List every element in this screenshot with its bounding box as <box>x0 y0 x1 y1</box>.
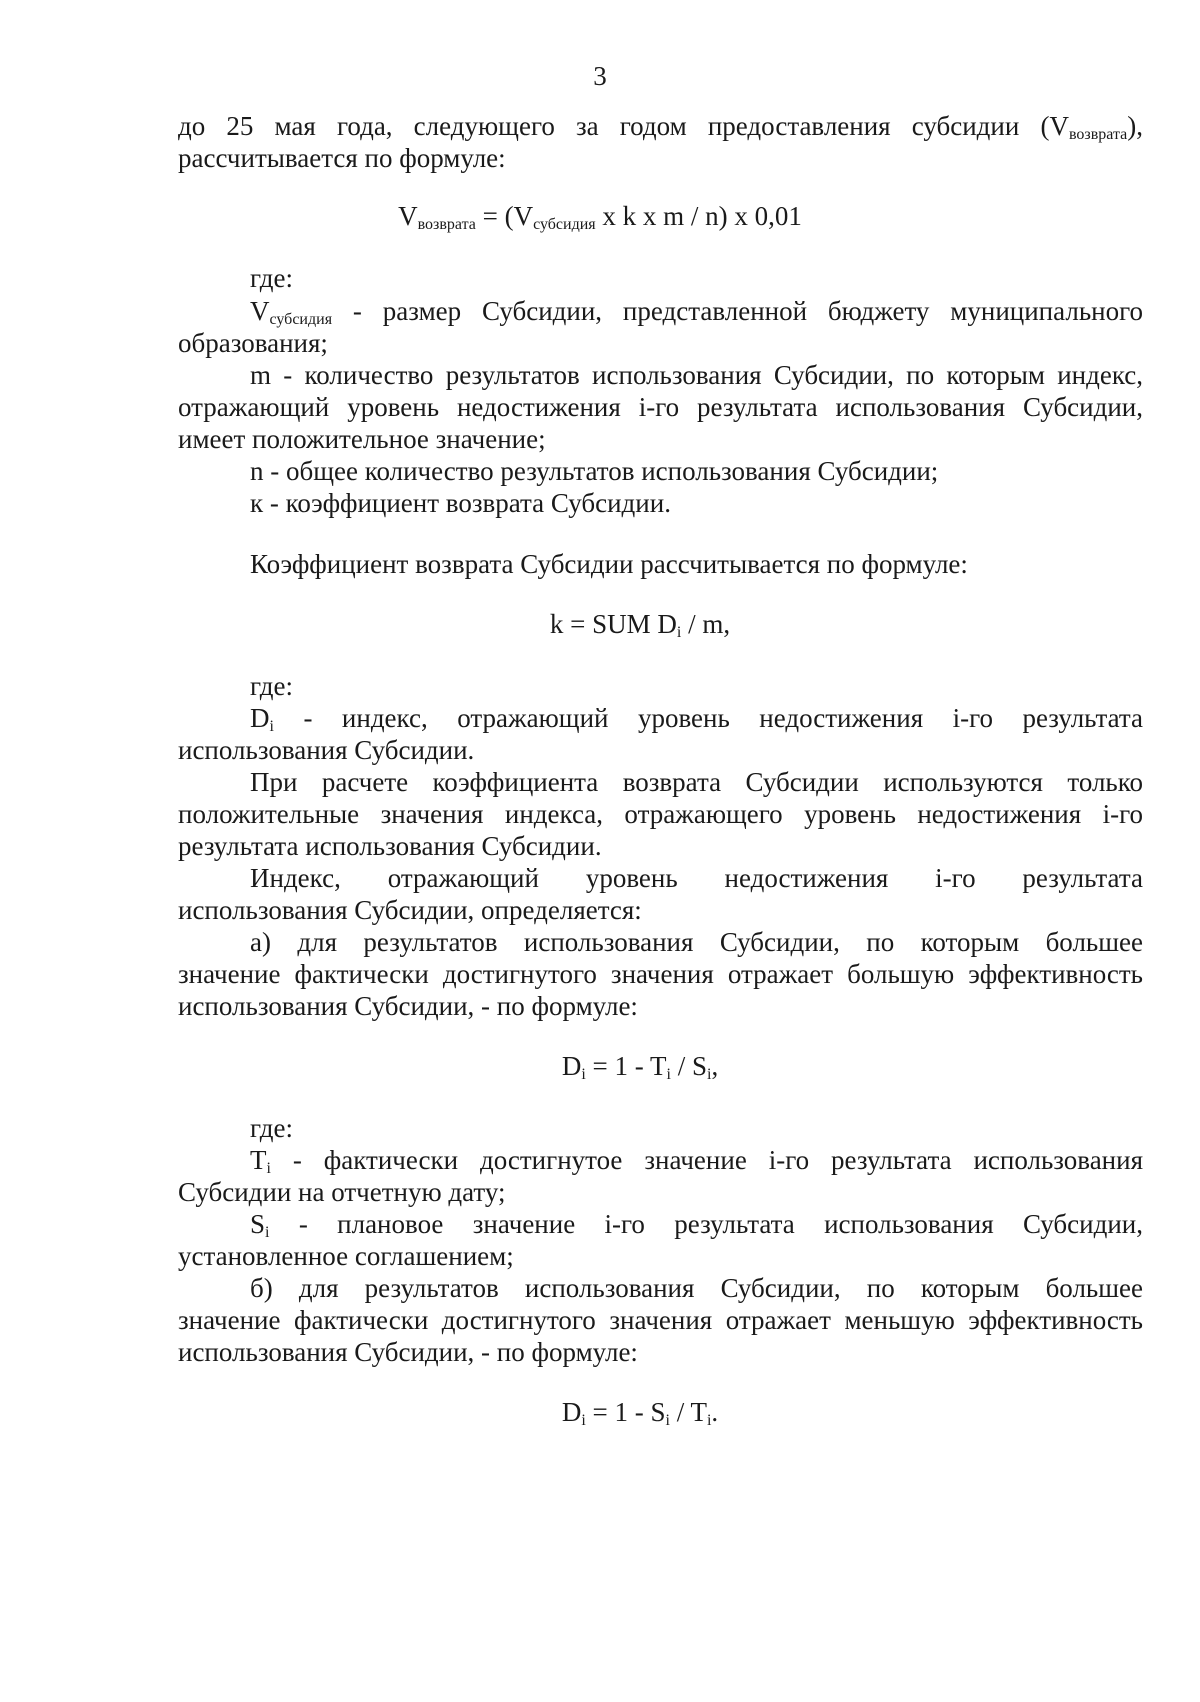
case-b-line-3: использования Субсидии, - по формуле: <box>178 1337 638 1367</box>
index-line-1: Индекс, отражающий уровень недостижения i-го результата <box>250 863 1143 893</box>
calc-line-1: При расчете коэффициента возврата Субсидии используются только <box>250 767 1143 797</box>
formula-k: k = SUM $D_i$ / m, <box>549 609 731 641</box>
case-b-line-2: значение фактически достигнутого значения отражает меньшую эффективность <box>178 1305 1143 1335</box>
formula-d-a: $D_i = 1 - T_i / S_i$, <box>561 1051 719 1083</box>
coef-intro: Коэффициент возврата Субсидии рассчитывается по формуле: <box>250 549 968 579</box>
def-t-cont: Субсидии на отчетную дату; <box>178 1177 506 1207</box>
calc-line-3: результата использования Субсидии. <box>178 831 602 861</box>
case-a-line-3: использования Субсидии, - по формуле: <box>178 991 638 1021</box>
def-d-cont: использования Субсидии. <box>178 735 475 765</box>
intro-line-1: до 25 мая года, следующего за годом предоставления субсидии $(V_{возврата})$, <box>178 111 1143 143</box>
where-label-3: где: <box>250 1113 293 1143</box>
intro-line-2: рассчитывается по формуле: <box>178 143 506 173</box>
def-k: к - коэффициент возврата Субсидии. <box>250 488 671 518</box>
def-n: n - общее количество результатов использования Субсидии; <box>250 456 939 486</box>
formula-v-return: $V_{возврата} = (V_{субсидия}$ x k x m / n) x 0,01 <box>398 201 802 233</box>
def-m-line-1: m - количество результатов использования Субсидии, по которым индекс, <box>250 360 1143 390</box>
index-line-2: использования Субсидии, определяется: <box>178 895 642 925</box>
def-s: $S_i$ - плановое значение i-го результата использования Субсидии, <box>250 1209 1143 1241</box>
def-d: $D_i$ - индекс, отражающий уровень недостижения i-го результата <box>250 703 1143 735</box>
where-label-1: где: <box>250 263 293 293</box>
def-s-cont: установленное соглашением; <box>178 1241 514 1271</box>
def-m-line-3: имеет положительное значение; <box>178 424 546 454</box>
def-t: $T_i$ - фактически достигнутое значение i-го результата использования <box>250 1145 1143 1177</box>
calc-line-2: положительные значения индекса, отражающего уровень недостижения i-го <box>178 799 1143 829</box>
def-v-subsidy-cont: образования; <box>178 328 328 358</box>
where-label-2: где: <box>250 671 293 701</box>
case-a-line-2: значение фактически достигнутого значения отражает большую эффективность <box>178 959 1143 989</box>
def-v-subsidy: $V_{субсидия}$ - размер Субсидии, представленной бюджету муниципального <box>250 296 1143 328</box>
formula-d-b: $D_i = 1 - S_i / T_i$. <box>561 1397 719 1429</box>
def-m-line-2: отражающий уровень недостижения i-го результата использования Субсидии, <box>178 392 1143 422</box>
case-b-line-1: б) для результатов использования Субсидии, по которым большее <box>250 1273 1143 1303</box>
case-a-line-1: а) для результатов использования Субсидии, по которым большее <box>250 927 1143 957</box>
page-number: 3 <box>593 61 607 91</box>
